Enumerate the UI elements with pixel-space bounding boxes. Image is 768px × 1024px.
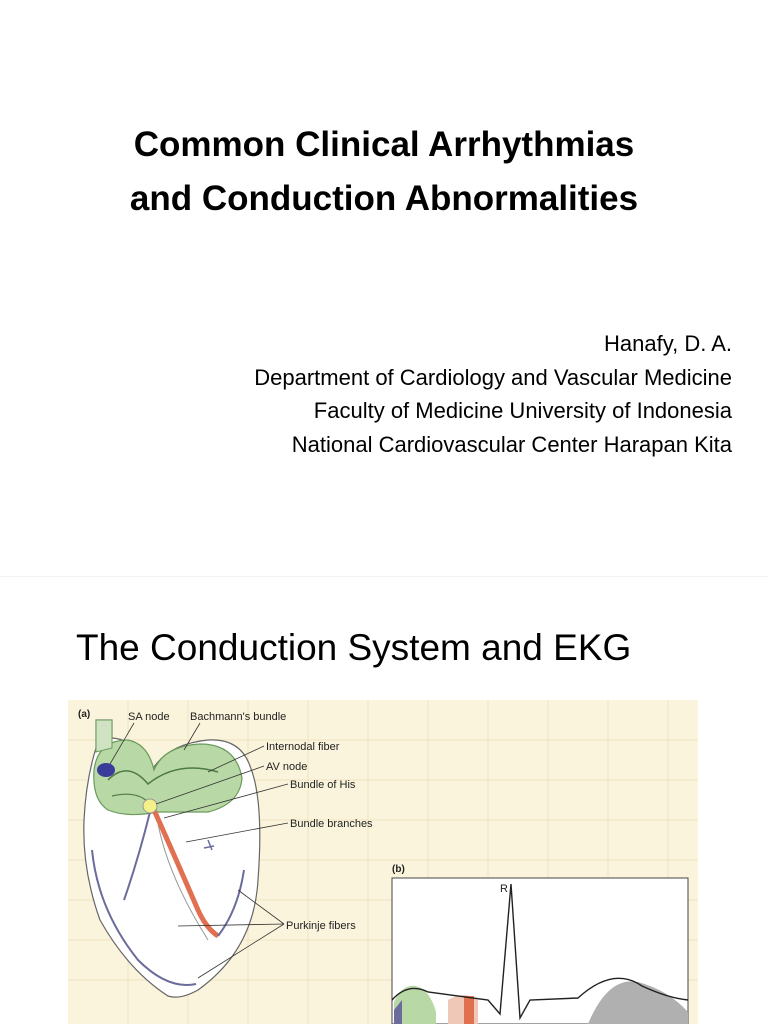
av-node-marker: [143, 799, 157, 813]
purkinje-label: Purkinje fibers: [286, 920, 356, 932]
slide-title: [40, 118, 728, 226]
author-name: Hanafy, D. A.: [604, 331, 732, 356]
panel-a-label: (a): [78, 709, 91, 720]
title-line-2: and Conduction Abnormalities: [129, 179, 639, 218]
author-center: National Cardiovascular Center Harapan Kita: [291, 431, 732, 457]
bachmann-label: Bachmann's bundle: [190, 711, 287, 723]
ekg-r-label: R: [500, 883, 508, 895]
av-node-label: AV node: [266, 761, 308, 773]
sa-node-marker: [97, 763, 115, 777]
slide-divider: [0, 576, 768, 577]
author-department: Department of Cardiology and Vascular Medicine: [254, 364, 732, 390]
his-label: Bundle of His: [290, 779, 356, 791]
panel-b-label: (b): [392, 864, 405, 875]
author-block: [92, 327, 732, 461]
slide-2-title: The Conduction System and EKG: [76, 627, 632, 668]
author-faculty: Faculty of Medicine University of Indonesia: [313, 398, 732, 423]
conduction-figure: [68, 700, 698, 1024]
internodal-label: Internodal fiber: [266, 741, 340, 753]
title-line-1: Common Clinical Arrhythmias: [133, 125, 635, 164]
sa-node-label: SA node: [128, 711, 170, 723]
conduction-diagram: [68, 700, 698, 1024]
branches-label: Bundle branches: [290, 818, 373, 830]
ekg-trace: [392, 878, 688, 1024]
